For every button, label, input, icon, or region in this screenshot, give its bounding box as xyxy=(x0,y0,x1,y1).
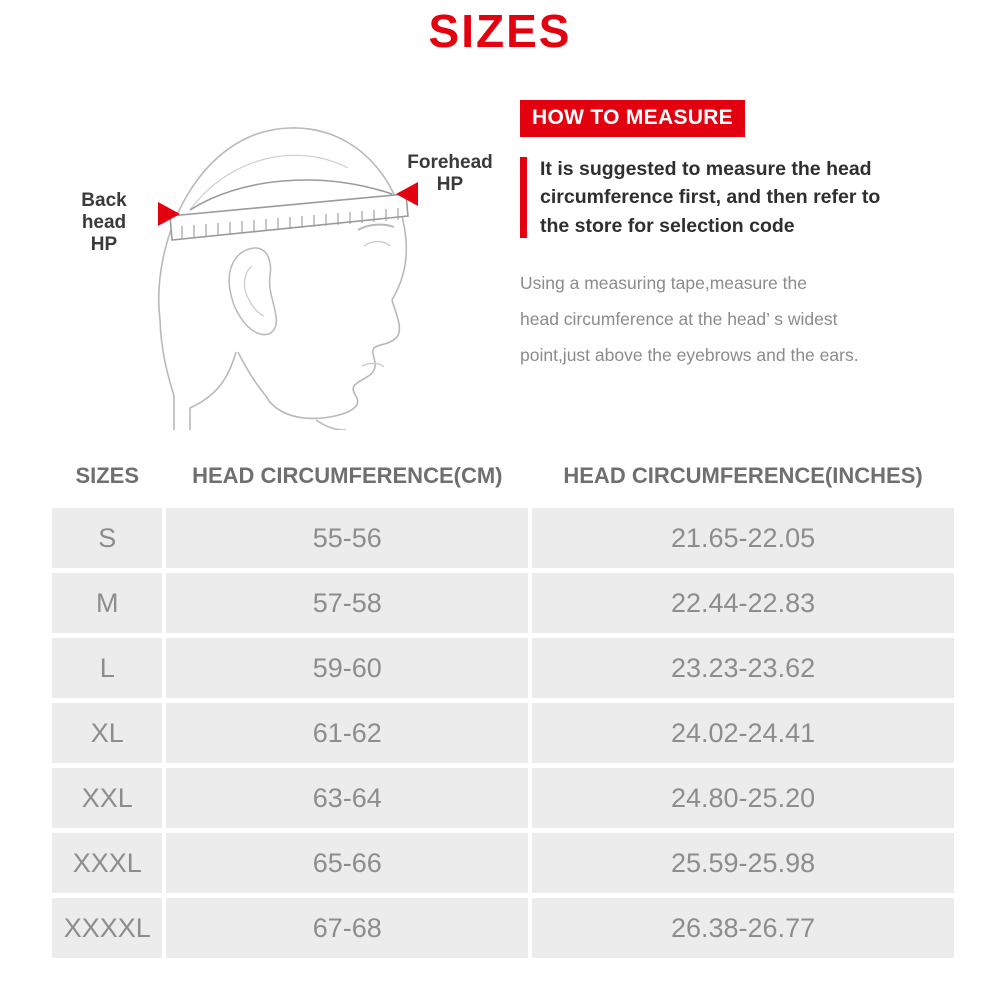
label-forehead xyxy=(385,152,515,196)
cell-inches: 26.38-26.77 xyxy=(532,898,954,958)
table-row xyxy=(52,638,954,698)
how-to-measure-panel xyxy=(520,100,970,373)
cell-cm: 59-60 xyxy=(166,638,528,698)
cell-cm: 63-64 xyxy=(166,768,528,828)
cell-cm: 65-66 xyxy=(166,833,528,893)
head-measurement-diagram xyxy=(40,90,520,430)
measure-highlight-text xyxy=(540,155,970,240)
cell-inches: 23.23-23.62 xyxy=(532,638,954,698)
head-profile-illustration xyxy=(40,90,520,430)
cell-cm: 67-68 xyxy=(166,898,528,958)
note-line2: head circumference at the head’ s widest xyxy=(520,308,838,329)
header-cm: HEAD CIRCUMFERENCE(CM) xyxy=(192,463,503,488)
note-line1: Using a measuring tape,measure the xyxy=(520,272,807,293)
how-to-measure-badge: HOW TO MEASURE xyxy=(520,100,745,137)
cell-size: L xyxy=(52,638,162,698)
cell-cm: 61-62 xyxy=(166,703,528,763)
table-row xyxy=(52,898,954,958)
cell-size: S xyxy=(52,508,162,568)
label-forehead-line2: HP xyxy=(436,173,464,195)
table-row xyxy=(52,573,954,633)
cell-size: XXXL xyxy=(52,833,162,893)
cell-cm: 57-58 xyxy=(166,573,528,633)
measure-highlight-block xyxy=(520,155,970,240)
cell-size: M xyxy=(52,573,162,633)
table-row xyxy=(52,703,954,763)
cell-inches: 24.02-24.41 xyxy=(532,703,954,763)
size-table xyxy=(48,452,958,963)
label-forehead-line1: Forehead xyxy=(407,152,493,173)
label-back-line3: HP xyxy=(90,233,118,255)
measure-note-text xyxy=(520,266,970,374)
cell-inches: 24.80-25.20 xyxy=(532,768,954,828)
highlight-line3: the store for selection code xyxy=(540,214,795,237)
cell-inches: 22.44-22.83 xyxy=(532,573,954,633)
page-title: SIZES xyxy=(428,5,572,57)
label-back-line2: head xyxy=(81,211,127,233)
cell-size: XL xyxy=(52,703,162,763)
cell-size: XXL xyxy=(52,768,162,828)
label-back-head xyxy=(58,190,150,256)
label-back-line1: Back xyxy=(81,190,127,211)
header-inches: HEAD CIRCUMFERENCE(INCHES) xyxy=(563,463,923,488)
cell-size: XXXXL xyxy=(52,898,162,958)
header-sizes: SIZES xyxy=(75,463,140,488)
highlight-line2: circumference first, and then refer to xyxy=(540,186,881,209)
cell-inches: 21.65-22.05 xyxy=(532,508,954,568)
cell-inches: 25.59-25.98 xyxy=(532,833,954,893)
table-row xyxy=(52,508,954,568)
note-line3: point,just above the eyebrows and the ears. xyxy=(520,344,859,365)
highlight-line1: It is suggested to measure the head xyxy=(540,158,872,180)
table-row xyxy=(52,768,954,828)
table-row xyxy=(52,833,954,893)
table-header-row xyxy=(52,457,954,503)
top-section xyxy=(0,80,1000,430)
cell-cm: 55-56 xyxy=(166,508,528,568)
